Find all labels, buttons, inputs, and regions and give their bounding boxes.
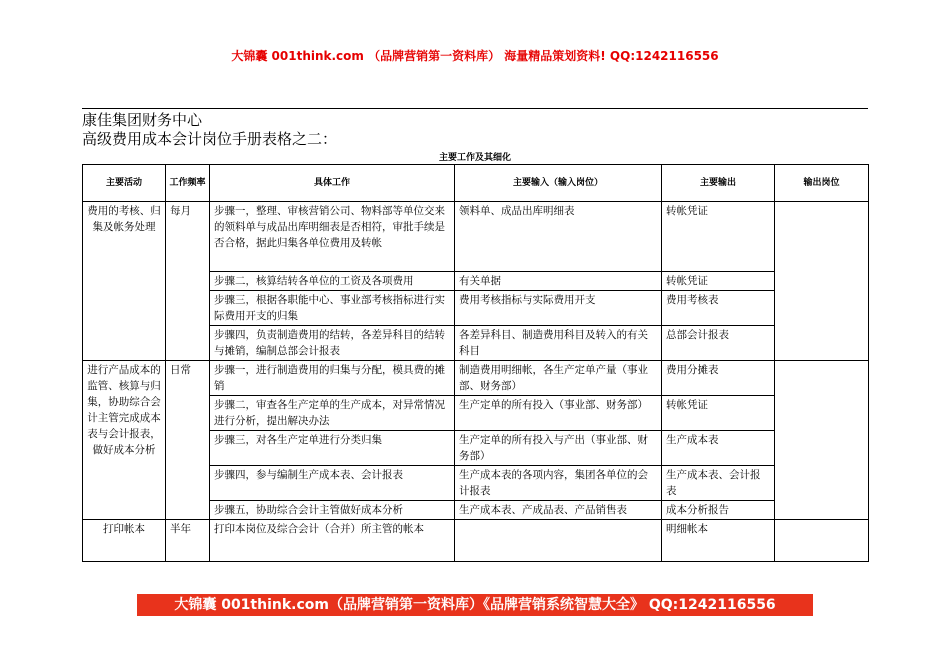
work-cell: 步骤二，审查各生产定单的生产成本，对异常情况进行分析，提出解决办法 xyxy=(210,396,455,431)
work-cell: 步骤三，对各生产定单进行分类归集 xyxy=(210,431,455,466)
table-row xyxy=(83,202,869,272)
output-cell: 生产成本表、会计报表 xyxy=(662,466,775,501)
input-cell: 生产定单的所有投入与产出（事业部、财务部） xyxy=(455,431,662,466)
work-cell: 步骤五，协助综合会计主管做好成本分析 xyxy=(210,501,455,520)
work-cell: 步骤四，负责制造费用的结转，各差异科目的结转与摊销，编制总部会计报表 xyxy=(210,326,455,361)
work-cell: 步骤四，参与编制生产成本表、会计报表 xyxy=(210,466,455,501)
table-caption: 主要工作及其细化 xyxy=(438,153,511,163)
header-input: 主要输入（输入岗位） xyxy=(455,165,662,202)
output-cell: 总部会计报表 xyxy=(662,326,775,361)
work-cell: 步骤一，整理、审核营销公司、物料部等单位交来的领料单与成品出库明细表是否相符，审批手续是否合格，据此归集各单位费用及转帐 xyxy=(210,202,455,272)
work-cell: 步骤三，根据各职能中心、事业部考核指标进行实际费用开支的归集 xyxy=(210,291,455,326)
work-cell: 打印本岗位及综合会计（合并）所主管的帐本 xyxy=(210,520,455,562)
output-cell: 转帐凭证 xyxy=(662,272,775,291)
document-title: 高级费用成本会计岗位手册表格之二： xyxy=(82,130,338,148)
input-cell: 制造费用明细帐，各生产定单产量（事业部、财务部） xyxy=(455,361,662,396)
activity-cell: 进行产品成本的监管、核算与归集，协助综合会计主管完成成本表与会计报表，做好成本分析 xyxy=(83,361,166,520)
duties-table xyxy=(82,164,869,562)
input-cell: 生产定单的所有投入（事业部、财务部） xyxy=(455,396,662,431)
output-post-cell xyxy=(775,361,869,520)
header-banner: 大锦囊 001think.com （品牌营销第一资料库） 海量精品策划资料! QQ:1242116556 xyxy=(231,49,719,63)
output-cell: 费用分摊表 xyxy=(662,361,775,396)
input-cell: 生产成本表的各项内容，集团各单位的会计报表 xyxy=(455,466,662,501)
output-cell: 转帐凭证 xyxy=(662,202,775,272)
output-cell: 明细帐本 xyxy=(662,520,775,562)
header-output: 主要输出 xyxy=(662,165,775,202)
output-cell: 费用考核表 xyxy=(662,291,775,326)
table-row xyxy=(83,520,869,562)
header-rule xyxy=(82,108,868,109)
input-cell: 各差异科目、制造费用科目及转入的有关科目 xyxy=(455,326,662,361)
table-header-row xyxy=(83,165,869,202)
input-cell xyxy=(455,520,662,562)
output-post-cell xyxy=(775,202,869,361)
input-cell: 费用考核指标与实际费用开支 xyxy=(455,291,662,326)
footer-banner: 大锦囊 001think.com（品牌营销第一资料库）《品牌营销系统智慧大全》 QQ:1242116556 xyxy=(137,594,813,616)
input-cell: 有关单据 xyxy=(455,272,662,291)
activity-cell: 打印帐本 xyxy=(83,520,166,562)
output-cell: 成本分析报告 xyxy=(662,501,775,520)
table-body xyxy=(83,202,869,562)
output-cell: 生产成本表 xyxy=(662,431,775,466)
work-cell: 步骤二，核算结转各单位的工资及各项费用 xyxy=(210,272,455,291)
frequency-cell: 日常 xyxy=(166,361,210,520)
header-work: 具体工作 xyxy=(210,165,455,202)
company-name: 康佳集团财务中心 xyxy=(82,111,203,129)
work-cell: 步骤一，进行制造费用的归集与分配，模具费的摊销 xyxy=(210,361,455,396)
frequency-cell: 每月 xyxy=(166,202,210,361)
input-cell: 领料单、成品出库明细表 xyxy=(455,202,662,272)
output-post-cell xyxy=(775,520,869,562)
header-output-post: 输出岗位 xyxy=(775,165,869,202)
table-row xyxy=(83,361,869,396)
output-cell: 转帐凭证 xyxy=(662,396,775,431)
header-activity: 主要活动 xyxy=(83,165,166,202)
frequency-cell: 半年 xyxy=(166,520,210,562)
header-frequency: 工作频率 xyxy=(166,165,210,202)
input-cell: 生产成本表、产成品表、产品销售表 xyxy=(455,501,662,520)
activity-cell: 费用的考核、归集及帐务处理 xyxy=(83,202,166,361)
